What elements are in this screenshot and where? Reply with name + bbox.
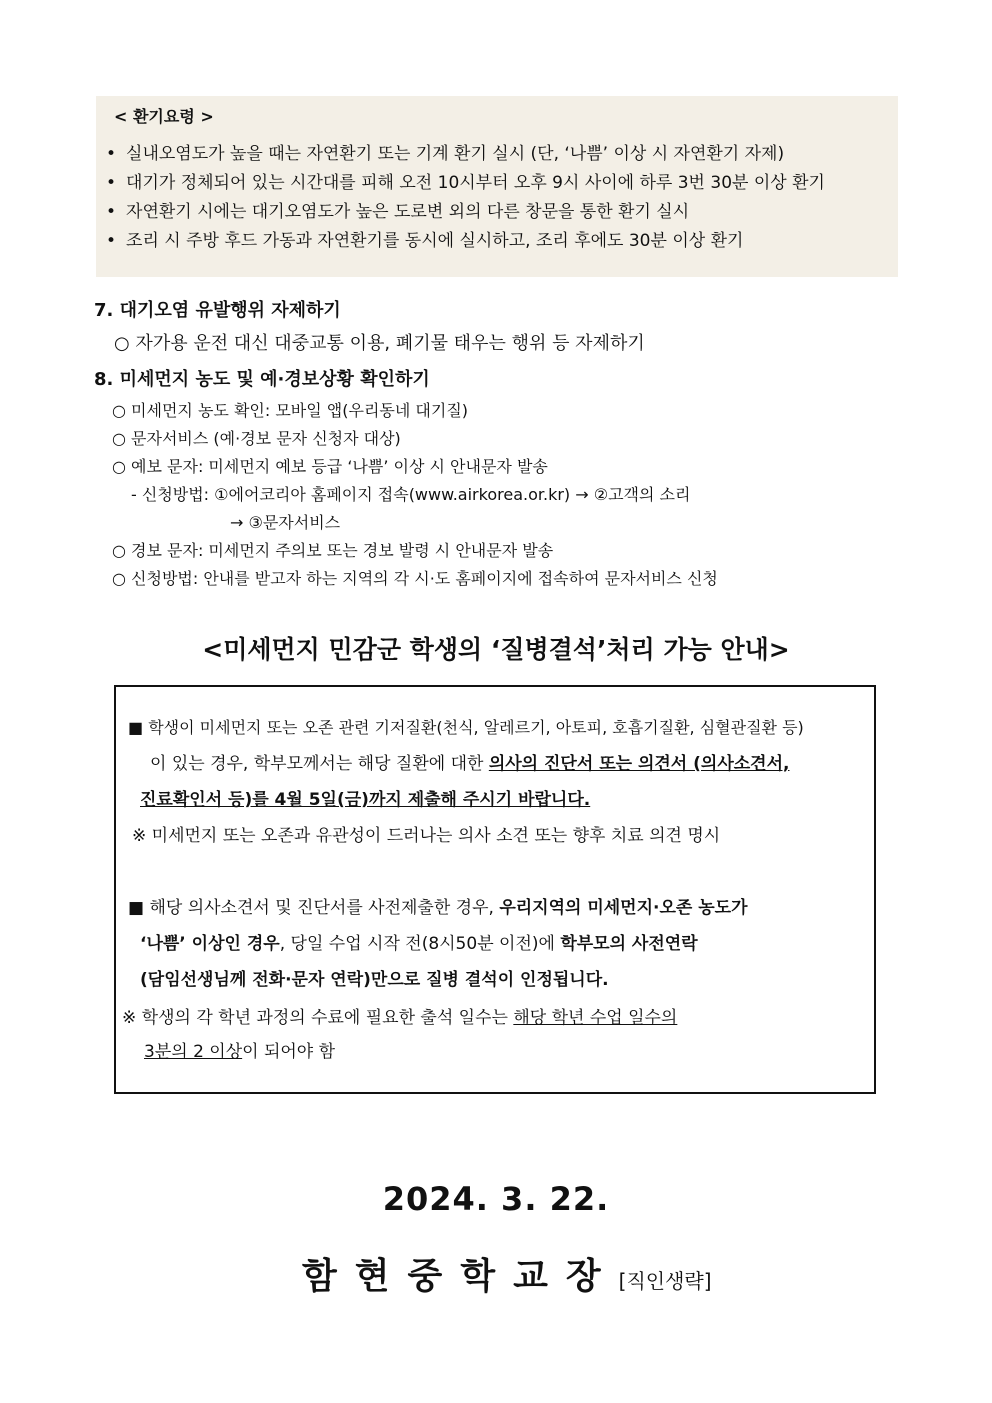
notice-p2-line2-bold: ‘나쁨’ 이상인 경우 xyxy=(140,934,280,954)
list-item: • 자연환기 시에는 대기오염도가 높은 도로변 외의 다른 창문을 통한 환기 실시 xyxy=(106,198,825,227)
signature-name: 함현중학교장 xyxy=(302,1256,619,1297)
notice-p2-line3: (담임선생님께 전화·문자 연락)만으로 질병 결석이 인정됩니다. xyxy=(140,970,609,990)
notice-p1-line3: 진료확인서 등)를 4월 5일(금)까지 제출해 주시기 바랍니다. xyxy=(140,790,591,810)
ventilation-guide-title: < 환기요령 > xyxy=(114,107,214,126)
notice-note-2-text: ※ 학생의 각 학년 과정의 수료에 필요한 출석 일수는 xyxy=(122,1008,514,1028)
notice-note-2-line2-underline: 3분의 2 이상 xyxy=(144,1042,243,1062)
notice-p2-line2-text: , 당일 수업 시작 전(8시50분 이전)에 xyxy=(279,934,561,954)
notice-note-2-line2-text: 이 되어야 함 xyxy=(242,1042,336,1062)
notice-p1-line2-underline: 의사의 진단서 또는 의견서 (의사소견서, xyxy=(488,754,790,774)
section-8-line: → ③문자서비스 xyxy=(230,513,341,532)
notice-box xyxy=(114,685,876,1094)
section-8-heading: 8. 미세먼지 농도 및 예·경보상황 확인하기 xyxy=(94,369,430,390)
notice-p2-line1-bold: 우리지역의 미세먼지·오존 농도가 xyxy=(499,898,748,918)
notice-p2-line1 xyxy=(128,897,748,919)
notice-p2-line1-text: ■ 해당 의사소견서 및 진단서를 사전제출한 경우, xyxy=(128,898,500,918)
notice-note-2-line1 xyxy=(122,1007,677,1029)
section-7-item: ○ 자가용 운전 대신 대중교통 이용, 폐기물 태우는 행위 등 자제하기 xyxy=(114,333,645,354)
seal-omitted-note: [직인생략] xyxy=(618,1269,712,1293)
list-item: • 대기가 정체되어 있는 시간대를 피해 오전 10시부터 오후 9시 사이에 하루 3번 30분 이상 환기 xyxy=(106,169,825,198)
section-8-line: - 신청방법: ①에어코리아 홈페이지 접속(www.airkorea.or.kr) → ②고객의 소리 xyxy=(131,485,691,504)
notice-title: <미세먼지 민감군 학생의 ‘질병결석’처리 가능 안내> xyxy=(202,635,790,664)
notice-p1-line2 xyxy=(150,753,789,775)
notice-note-2-line2 xyxy=(144,1041,335,1063)
section-8-line: ○ 신청방법: 안내를 받고자 하는 지역의 각 시·도 홈페이지에 접속하여 문자서비스 신청 xyxy=(112,569,718,588)
section-8-line: ○ 예보 문자: 미세먼지 예보 등급 ‘나쁨’ 이상 시 안내문자 발송 xyxy=(112,457,548,476)
ventilation-guide-box xyxy=(96,96,898,277)
notice-p1-line1: ■ 학생이 미세먼지 또는 오존 관련 기저질환(천식, 알레르기, 아토피, 호흡기질환, 심혈관질환 등) xyxy=(128,718,804,737)
section-8-line: ○ 미세먼지 농도 확인: 모바일 앱(우리동네 대기질) xyxy=(112,401,469,420)
list-item: • 실내오염도가 높을 때는 자연환기 또는 기계 환기 실시 (단, ‘나쁨’ 이상 시 자연환기 자제) xyxy=(106,140,825,169)
notice-p2-line2-bold-2: 학부모의 사전연락 xyxy=(560,934,698,954)
notice-p1-line2-text: 이 있는 경우, 학부모께서는 해당 질환에 대한 xyxy=(150,754,489,774)
ventilation-guide-list xyxy=(106,140,825,256)
section-8-line: ○ 경보 문자: 미세먼지 주의보 또는 경보 발령 시 안내문자 발송 xyxy=(112,541,554,560)
section-7-heading: 7. 대기오염 유발행위 자제하기 xyxy=(94,300,341,321)
notice-note-2-underline: 해당 학년 수업 일수의 xyxy=(513,1008,678,1028)
list-item: • 조리 시 주방 후드 가동과 자연환기를 동시에 실시하고, 조리 후에도 30분 이상 환기 xyxy=(106,227,825,256)
document-date: 2024. 3. 22. xyxy=(382,1180,610,1218)
section-8-line: ○ 문자서비스 (예·경보 문자 신청자 대상) xyxy=(112,429,401,448)
notice-p2-line2 xyxy=(140,933,698,955)
principal-signature xyxy=(302,1248,712,1299)
notice-note-1: ※ 미세먼지 또는 오존과 유관성이 드러나는 의사 소견 또는 향후 치료 의견 명시 xyxy=(132,826,721,846)
